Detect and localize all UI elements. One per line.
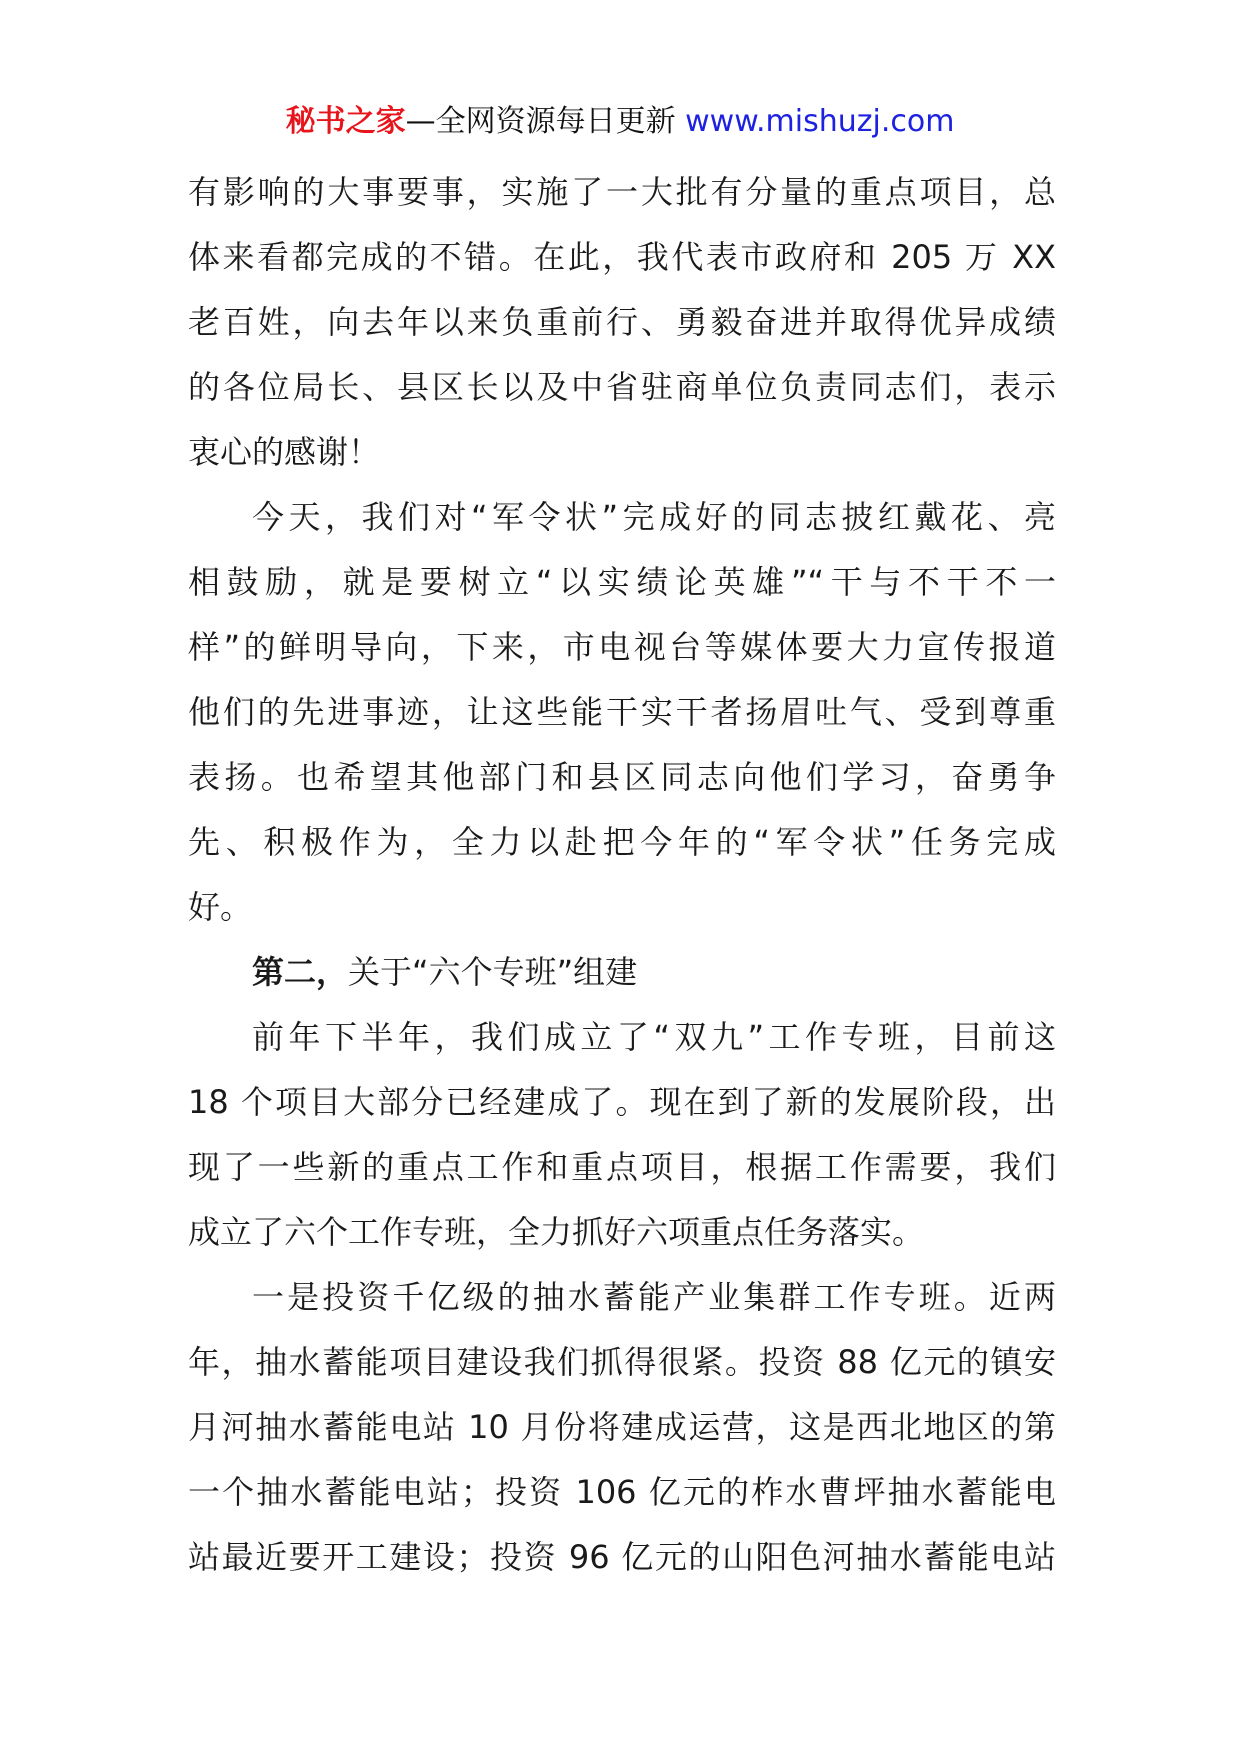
heading-text: 关于“六个专班”组建 xyxy=(348,953,638,991)
text-line: 年，抽水蓄能项目建设我们抓得很紧。投资 88 亿元的镇安 xyxy=(188,1343,1056,1381)
text-line: 有影响的大事要事，实施了一大批有分量的重点项目，总 xyxy=(188,173,1056,211)
section-heading xyxy=(188,940,1056,1005)
heading-ordinal: 第二， xyxy=(252,953,349,991)
text-line: 的各位局长、县区长以及中省驻商单位负责同志们，表示 xyxy=(188,368,1056,406)
paragraph-1 xyxy=(188,160,1056,485)
text-line: 好。 xyxy=(188,888,253,926)
heading-line xyxy=(188,940,1056,1005)
document-body xyxy=(188,160,1056,1590)
page-header xyxy=(0,102,1240,142)
paragraph-3 xyxy=(188,1005,1056,1265)
text-line: 先、积极作为，全力以赴把今年的“军令状”任务完成 xyxy=(188,823,1056,861)
brand-name: 秘书之家 xyxy=(285,104,406,139)
paragraph-2 xyxy=(188,485,1056,940)
text-line: 18 个项目大部分已经建成了。现在到了新的发展阶段，出 xyxy=(188,1083,1056,1121)
header-tagline: —全网资源每日更新 xyxy=(405,104,676,139)
text-line: 他们的先进事迹，让这些能干实干者扬眉吐气、受到尊重 xyxy=(188,693,1056,731)
text-line: 站最近要开工建设；投资 96 亿元的山阳色河抽水蓄能电站 xyxy=(188,1538,1056,1576)
text-line: 一是投资千亿级的抽水蓄能产业集群工作专班。近两 xyxy=(252,1278,1056,1316)
text-line: 前年下半年，我们成立了“双九”工作专班，目前这 xyxy=(252,1018,1056,1056)
text-line: 月河抽水蓄能电站 10 月份将建成运营，这是西北地区的第 xyxy=(188,1408,1056,1446)
text-line: 一个抽水蓄能电站；投资 106 亿元的柞水曹坪抽水蓄能电 xyxy=(188,1473,1056,1511)
text-line: 现了一些新的重点工作和重点项目，根据工作需要，我们 xyxy=(188,1148,1056,1186)
text-line: 相鼓励，就是要树立“以实绩论英雄”“干与不干不一 xyxy=(188,563,1056,601)
text-line: 成立了六个工作专班，全力抓好六项重点任务落实。 xyxy=(188,1213,925,1251)
text-line: 今天，我们对“军令状”完成好的同志披红戴花、亮 xyxy=(252,498,1056,536)
site-url-link[interactable]: www.mishuzj.com xyxy=(685,104,955,139)
text-line: 老百姓，向去年以来负重前行、勇毅奋进并取得优异成绩 xyxy=(188,303,1056,341)
paragraph-4 xyxy=(188,1265,1056,1590)
text-line: 表扬。也希望其他部门和县区同志向他们学习，奋勇争 xyxy=(188,758,1056,796)
text-line: 衷心的感谢！ xyxy=(188,433,381,471)
text-line: 体来看都完成的不错。在此，我代表市政府和 205 万 XX xyxy=(188,238,1056,276)
text-line: 样”的鲜明导向，下来，市电视台等媒体要大力宣传报道 xyxy=(188,628,1056,666)
